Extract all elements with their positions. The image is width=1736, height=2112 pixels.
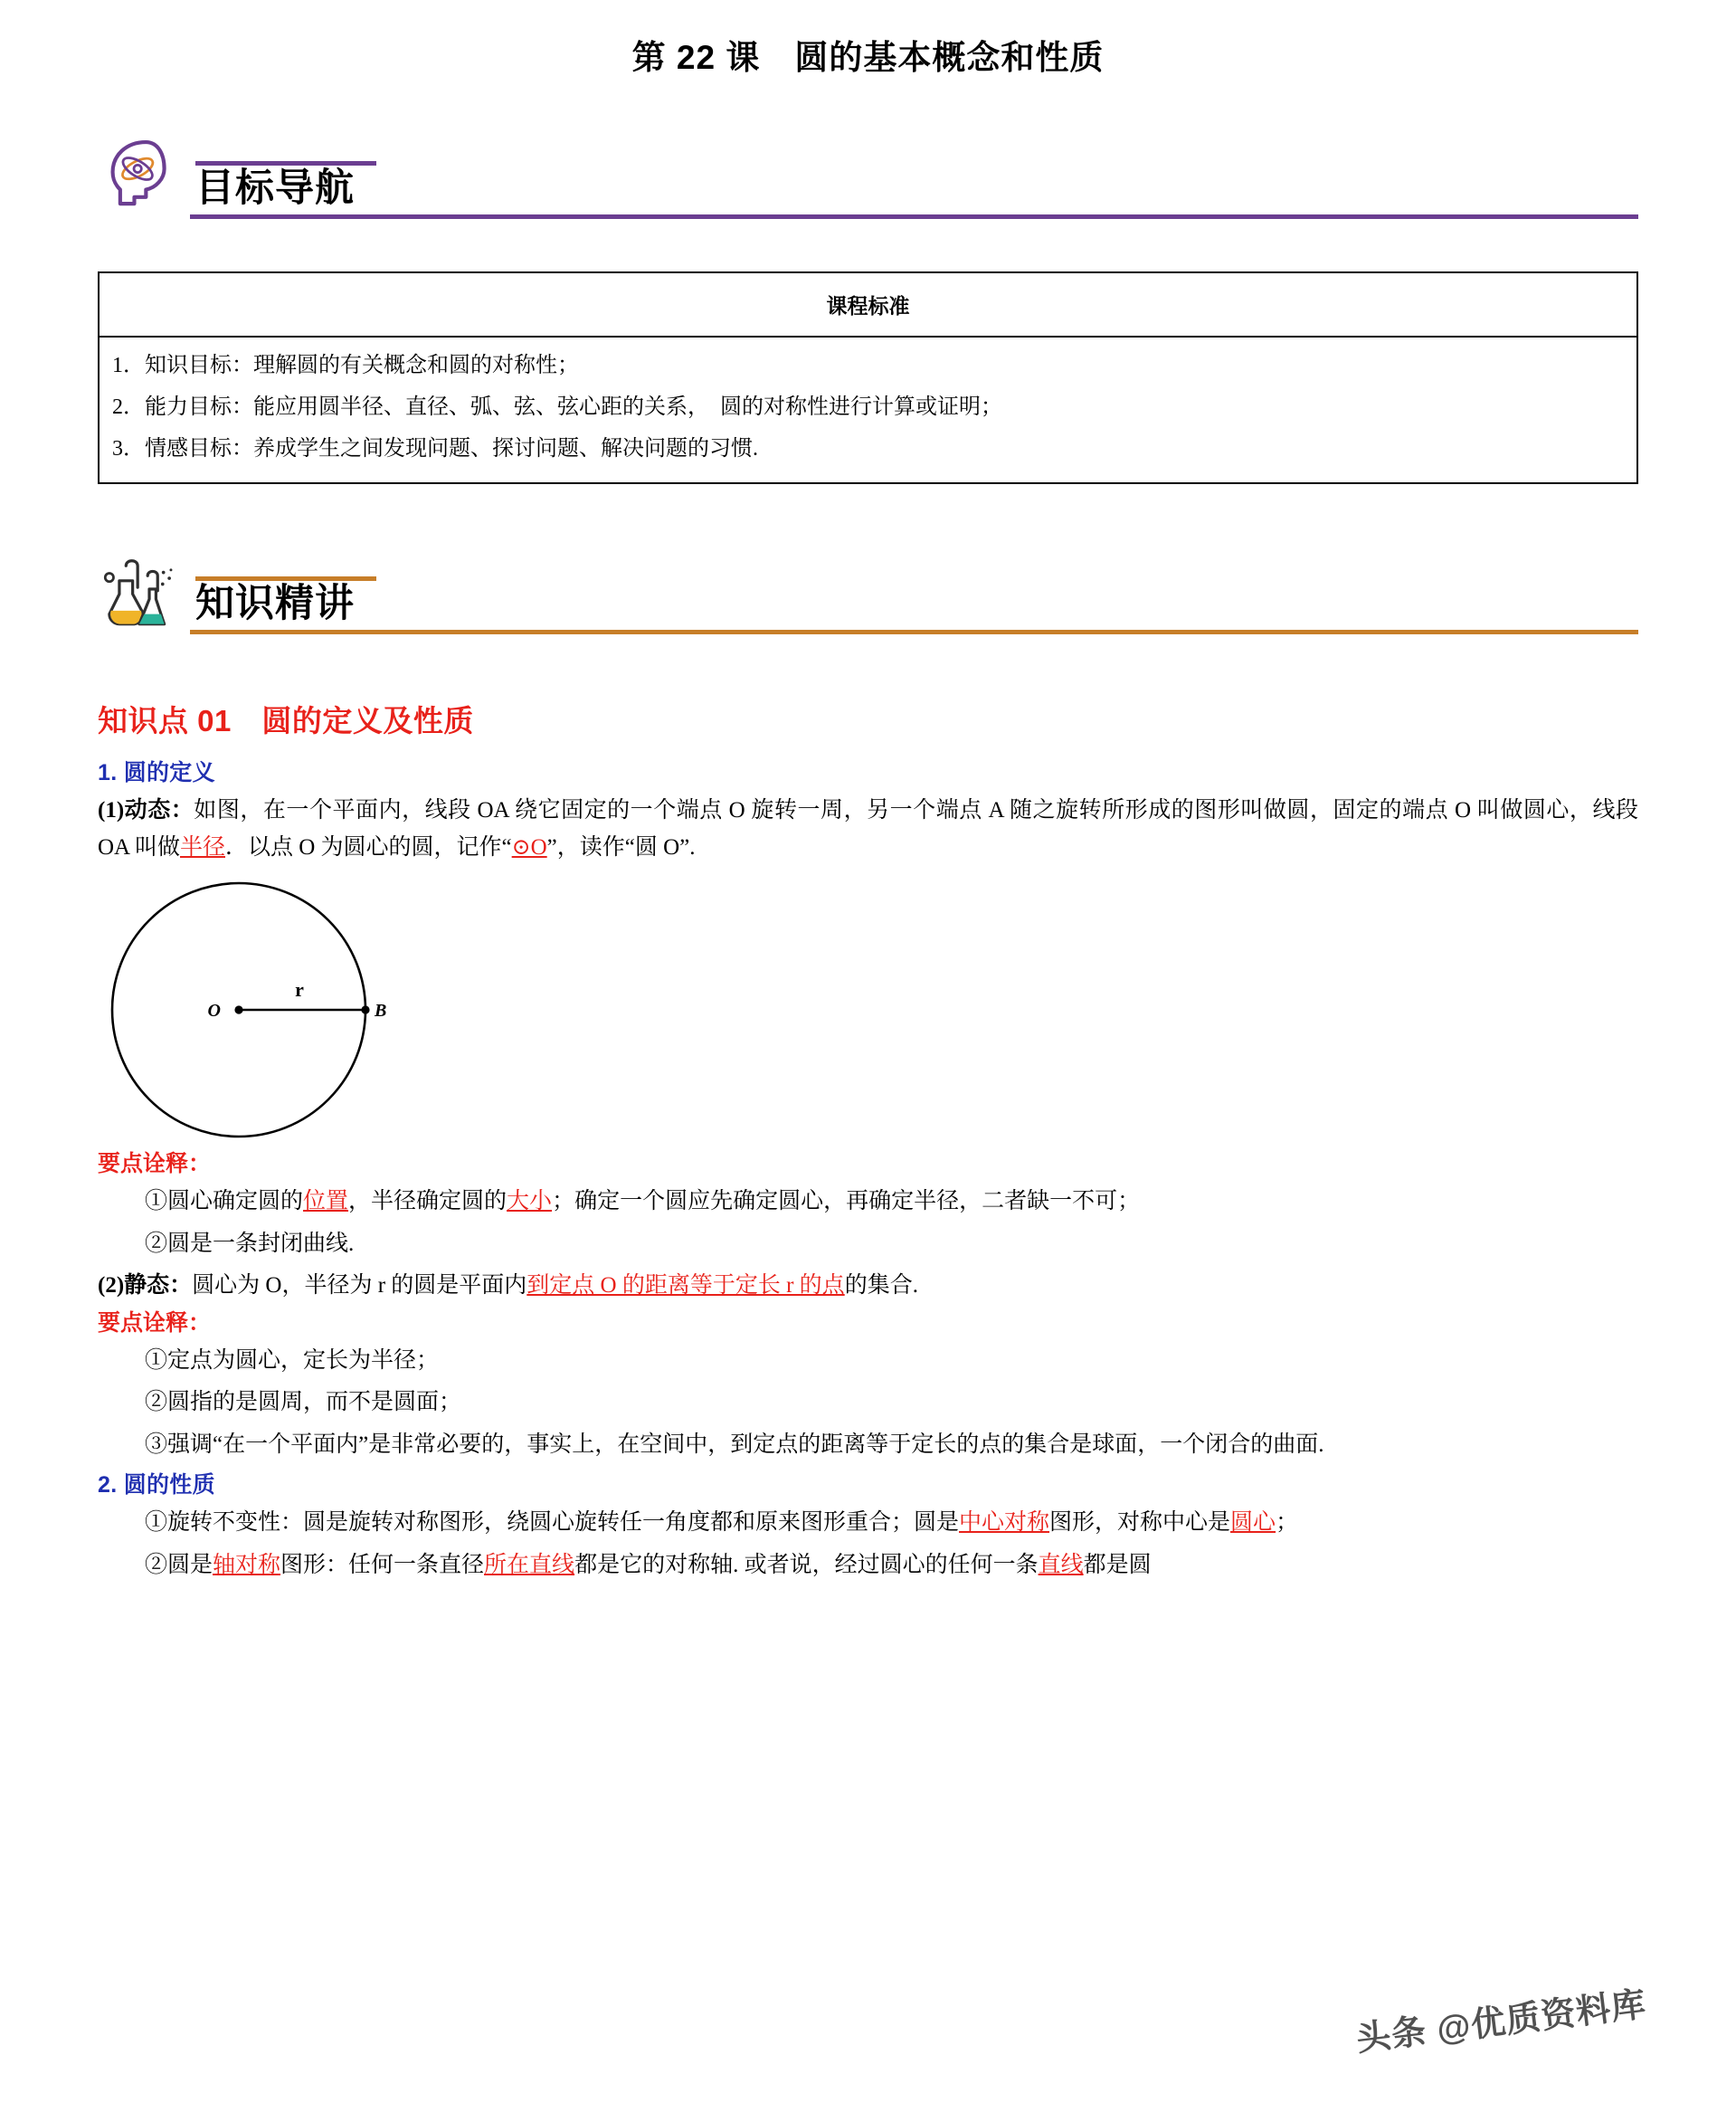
term-size: 大小 (507, 1189, 553, 1214)
standards-item: 2．能力目标：能应用圆半径、直径、弧、弦、弦心距的关系， 圆的对称性进行计算或证明； (112, 395, 1002, 420)
term-line: 直线 (1038, 1552, 1084, 1577)
notes-1-text-b: ，半径确定圆的 (348, 1189, 508, 1214)
dynamic-text-a: 如图，在一个平面内，线段 OA 绕它固定的一个端点 O 旋转一周，另一个端点 A 随之旋转所形成的图形叫做圆，固定的端点 O 叫做圆心，线段 OA 叫做 (98, 798, 1638, 860)
properties-1-text-b: 图形，对称中心是 (1049, 1510, 1231, 1536)
properties-1-text-a: ①旋转不变性：圆是旋转对称图形，绕圆心旋转任一角度都和原来图形重合；圆是 (145, 1510, 960, 1536)
figure-label-radius: r (295, 978, 304, 1002)
static-lead: (2)静态： (98, 1273, 193, 1299)
watermark (1353, 1975, 1649, 2060)
notes-1-text-a: ①圆心确定圆的 (145, 1189, 304, 1214)
standards-table-body (100, 338, 1636, 482)
banner-label-objectives: 目标导航 (195, 166, 355, 210)
banner-rule-bottom (190, 214, 1638, 219)
banner-objectives (98, 132, 1638, 219)
notes-2-item: ①定点为圆心，定长为半径； (145, 1347, 440, 1373)
properties-item-1 (98, 1505, 1638, 1542)
page-title: 第 22 课 圆的基本概念和性质 (631, 39, 1105, 76)
term-circle-o: ⊙O (511, 834, 547, 860)
banner-rule-top (195, 161, 376, 166)
term-locus: 到定点 O 的距离等于定长 r 的点 (526, 1273, 845, 1299)
standards-table-header: 课程标准 (100, 273, 1636, 338)
dynamic-text-b: ．以点 O 为圆心的圆，记作“ (225, 834, 512, 860)
term-radius: 半径 (179, 834, 225, 860)
paragraph-static-definition (98, 1268, 1638, 1305)
standards-item: 1．知识目标：理解圆的有关概念和圆的对称性； (112, 354, 579, 378)
knowledge-point-heading: 知识点 01 圆的定义及性质 (98, 704, 474, 738)
properties-2-text-c: 都是它的对称轴. 或者说，经过圆心的任何一条 (574, 1552, 1039, 1577)
figure-label-point: B (375, 1001, 387, 1022)
watermark-text: 头条 @优质资料库 (1354, 1985, 1649, 2060)
notes-1-line-1 (98, 1184, 1638, 1221)
figure-label-center: O (207, 1001, 221, 1022)
notes-1-text-c: ；确定一个圆应先确定圆心，再确定半径，二者缺一不可； (552, 1189, 1141, 1214)
static-text-a: 圆心为 O，半径为 r 的圆是平面内 (192, 1273, 527, 1299)
banner-rule-top (195, 576, 376, 581)
flask-icon (98, 547, 181, 631)
standards-item: 3．情感目标：养成学生之间发现问题、探讨问题、解决问题的习惯. (112, 437, 758, 461)
subheading-properties: 2. 圆的性质 (98, 1472, 215, 1498)
term-axial-symmetry: 轴对称 (213, 1552, 281, 1577)
term-central-symmetry: 中心对称 (959, 1510, 1050, 1536)
paragraph-dynamic-definition (98, 793, 1638, 866)
banner-knowledge (98, 547, 1638, 634)
properties-2-text-a: ②圆是 (145, 1552, 213, 1577)
properties-item-2 (98, 1547, 1638, 1584)
notes-1-line-2: ②圆是一条封闭曲线. (145, 1231, 355, 1256)
subheading-definition: 1. 圆的定义 (98, 760, 215, 786)
notes-2-item: ②圆指的是圆周，而不是圆面； (145, 1390, 462, 1415)
circle-figure (105, 879, 1638, 1146)
term-containing-line: 所在直线 (484, 1552, 575, 1577)
properties-2-text-d: 都是圆 (1083, 1552, 1152, 1577)
properties-1-text-c: ； (1276, 1510, 1299, 1536)
term-position: 位置 (303, 1189, 349, 1214)
standards-table (98, 271, 1638, 484)
term-center: 圆心 (1230, 1510, 1276, 1536)
notes-title-2: 要点诠释： (98, 1309, 212, 1336)
banner-rule-bottom (190, 630, 1638, 634)
notes-2-item: ③强调“在一个平面内”是非常必要的，事实上，在空间中，到定点的距离等于定长的点的集合是球面，一个闭合的曲面. (145, 1432, 1324, 1457)
dynamic-lead: (1)动态： (98, 798, 194, 823)
head-atom-icon (98, 132, 181, 215)
notes-title-1: 要点诠释： (98, 1151, 212, 1177)
properties-2-text-b: 图形：任何一条直径 (280, 1552, 485, 1577)
banner-label-knowledge: 知识精讲 (195, 581, 355, 625)
static-text-b: 的集合. (844, 1273, 918, 1299)
dynamic-text-c: ”，读作“圆 O”. (546, 834, 696, 860)
